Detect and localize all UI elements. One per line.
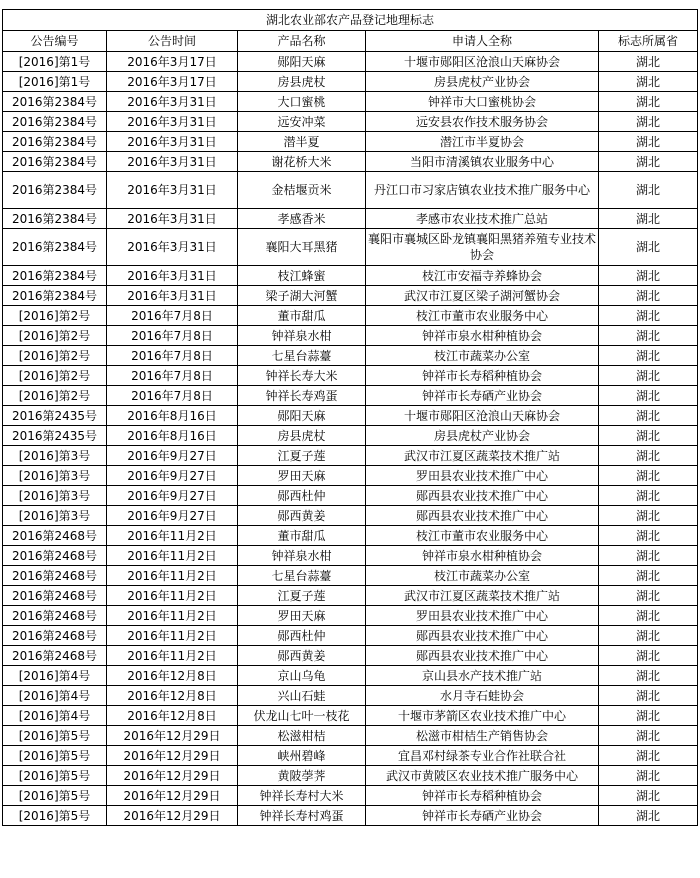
notice-number-cell: [2016]第2号 — [3, 306, 107, 326]
notice-date-cell: 2016年7月8日 — [107, 306, 238, 326]
applicant-name-cell: 十堰市郧阳区沧浪山天麻协会 — [366, 406, 599, 426]
province-cell: 湖北 — [599, 346, 698, 366]
title-row — [3, 10, 698, 31]
province-cell: 湖北 — [599, 606, 698, 626]
header-applicant-name: 申请人全称 — [366, 31, 599, 52]
notice-number-cell: [2016]第2号 — [3, 366, 107, 386]
notice-number-cell: 2016第2384号 — [3, 209, 107, 229]
applicant-name-cell: 钟祥市长寿硒产业协会 — [366, 806, 599, 826]
applicant-name-cell: 枝江市董市农业服务中心 — [366, 306, 599, 326]
product-name-cell: 房县虎杖 — [238, 426, 366, 446]
table-row — [3, 386, 698, 406]
table-body — [3, 10, 698, 826]
applicant-name-cell: 钟祥市长寿稻种植协会 — [366, 786, 599, 806]
applicant-name-cell: 武汉市江夏区蔬菜技术推广站 — [366, 446, 599, 466]
applicant-name-cell: 郧西县农业技术推广中心 — [366, 626, 599, 646]
product-name-cell: 谢花桥大米 — [238, 152, 366, 172]
table-title: 湖北农业部农产品登记地理标志 — [3, 10, 698, 31]
table-row — [3, 806, 698, 826]
province-cell: 湖北 — [599, 52, 698, 72]
province-cell: 湖北 — [599, 386, 698, 406]
notice-date-cell: 2016年12月29日 — [107, 726, 238, 746]
applicant-name-cell: 十堰市郧阳区沧浪山天麻协会 — [366, 52, 599, 72]
table-row — [3, 446, 698, 466]
applicant-name-cell: 潜江市半夏协会 — [366, 132, 599, 152]
applicant-name-cell: 武汉市黄陂区农业技术推广服务中心 — [366, 766, 599, 786]
product-name-cell: 钟祥长寿大米 — [238, 366, 366, 386]
applicant-name-cell: 房县虎杖产业协会 — [366, 426, 599, 446]
province-cell: 湖北 — [599, 706, 698, 726]
product-name-cell: 兴山石蛙 — [238, 686, 366, 706]
applicant-name-cell: 房县虎杖产业协会 — [366, 72, 599, 92]
notice-number-cell: [2016]第2号 — [3, 346, 107, 366]
province-cell: 湖北 — [599, 546, 698, 566]
notice-date-cell: 2016年12月8日 — [107, 666, 238, 686]
product-name-cell: 潜半夏 — [238, 132, 366, 152]
notice-date-cell: 2016年3月31日 — [107, 112, 238, 132]
applicant-name-cell: 十堰市茅箭区农业技术推广中心 — [366, 706, 599, 726]
notice-date-cell: 2016年11月2日 — [107, 626, 238, 646]
notice-number-cell: 2016第2468号 — [3, 566, 107, 586]
product-name-cell: 远安冲菜 — [238, 112, 366, 132]
product-name-cell: 郧西杜仲 — [238, 626, 366, 646]
table-row — [3, 72, 698, 92]
applicant-name-cell: 当阳市清溪镇农业服务中心 — [366, 152, 599, 172]
product-name-cell: 罗田天麻 — [238, 606, 366, 626]
product-name-cell: 董市甜瓜 — [238, 526, 366, 546]
province-cell: 湖北 — [599, 406, 698, 426]
table-row — [3, 92, 698, 112]
header-province: 标志所属省 — [599, 31, 698, 52]
applicant-name-cell: 松滋市柑桔生产销售协会 — [366, 726, 599, 746]
province-cell: 湖北 — [599, 786, 698, 806]
table-row — [3, 666, 698, 686]
province-cell: 湖北 — [599, 486, 698, 506]
table-row — [3, 766, 698, 786]
product-name-cell: 江夏子莲 — [238, 586, 366, 606]
applicant-name-cell: 钟祥市长寿稻种植协会 — [366, 366, 599, 386]
notice-date-cell: 2016年9月27日 — [107, 466, 238, 486]
applicant-name-cell: 郧西县农业技术推广中心 — [366, 646, 599, 666]
product-name-cell: 黄陂荸荠 — [238, 766, 366, 786]
product-name-cell: 郧阳天麻 — [238, 406, 366, 426]
notice-number-cell: [2016]第4号 — [3, 706, 107, 726]
notice-date-cell: 2016年11月2日 — [107, 586, 238, 606]
province-cell: 湖北 — [599, 152, 698, 172]
notice-date-cell: 2016年3月31日 — [107, 132, 238, 152]
product-name-cell: 襄阳大耳黑猪 — [238, 229, 366, 266]
product-name-cell: 七星台蒜薹 — [238, 566, 366, 586]
table-row — [3, 346, 698, 366]
table-row — [3, 229, 698, 266]
notice-number-cell: 2016第2384号 — [3, 152, 107, 172]
product-name-cell: 房县虎杖 — [238, 72, 366, 92]
notice-date-cell: 2016年7月8日 — [107, 326, 238, 346]
notice-number-cell: 2016第2468号 — [3, 586, 107, 606]
product-name-cell: 罗田天麻 — [238, 466, 366, 486]
notice-number-cell: 2016第2384号 — [3, 266, 107, 286]
notice-number-cell: [2016]第3号 — [3, 446, 107, 466]
product-name-cell: 枝江蜂蜜 — [238, 266, 366, 286]
notice-date-cell: 2016年8月16日 — [107, 406, 238, 426]
province-cell: 湖北 — [599, 626, 698, 646]
notice-date-cell: 2016年7月8日 — [107, 346, 238, 366]
notice-date-cell: 2016年3月31日 — [107, 152, 238, 172]
product-name-cell: 伏龙山七叶一枝花 — [238, 706, 366, 726]
product-name-cell: 松滋柑桔 — [238, 726, 366, 746]
notice-number-cell: [2016]第4号 — [3, 686, 107, 706]
notice-date-cell: 2016年11月2日 — [107, 566, 238, 586]
province-cell: 湖北 — [599, 172, 698, 209]
product-name-cell: 郧阳天麻 — [238, 52, 366, 72]
table-row — [3, 326, 698, 346]
product-name-cell: 京山乌龟 — [238, 666, 366, 686]
table-row — [3, 406, 698, 426]
notice-number-cell: 2016第2384号 — [3, 172, 107, 209]
notice-number-cell: 2016第2468号 — [3, 646, 107, 666]
header-notice-date: 公告时间 — [107, 31, 238, 52]
geo-indication-table — [2, 9, 698, 826]
applicant-name-cell: 钟祥市长寿硒产业协会 — [366, 386, 599, 406]
table-row — [3, 426, 698, 446]
notice-number-cell: [2016]第5号 — [3, 746, 107, 766]
product-name-cell: 郧西黄姜 — [238, 506, 366, 526]
table-row — [3, 746, 698, 766]
notice-date-cell: 2016年11月2日 — [107, 606, 238, 626]
applicant-name-cell: 宜昌邓村绿茶专业合作社联合社 — [366, 746, 599, 766]
table-row — [3, 152, 698, 172]
notice-date-cell: 2016年3月31日 — [107, 209, 238, 229]
notice-number-cell: [2016]第2号 — [3, 386, 107, 406]
header-row — [3, 31, 698, 52]
product-name-cell: 钟祥长寿村鸡蛋 — [238, 806, 366, 826]
notice-date-cell: 2016年3月31日 — [107, 266, 238, 286]
notice-date-cell: 2016年9月27日 — [107, 506, 238, 526]
notice-date-cell: 2016年7月8日 — [107, 366, 238, 386]
notice-number-cell: 2016第2384号 — [3, 92, 107, 112]
notice-number-cell: 2016第2384号 — [3, 286, 107, 306]
province-cell: 湖北 — [599, 209, 698, 229]
table-row — [3, 546, 698, 566]
table-row — [3, 726, 698, 746]
applicant-name-cell: 郧西县农业技术推广中心 — [366, 506, 599, 526]
province-cell: 湖北 — [599, 92, 698, 112]
notice-number-cell: 2016第2435号 — [3, 406, 107, 426]
province-cell: 湖北 — [599, 726, 698, 746]
table-row — [3, 486, 698, 506]
notice-number-cell: [2016]第3号 — [3, 486, 107, 506]
applicant-name-cell: 武汉市江夏区梁子湖河蟹协会 — [366, 286, 599, 306]
province-cell: 湖北 — [599, 229, 698, 266]
notice-number-cell: 2016第2468号 — [3, 626, 107, 646]
notice-number-cell: 2016第2384号 — [3, 132, 107, 152]
notice-number-cell: 2016第2468号 — [3, 546, 107, 566]
notice-number-cell: [2016]第1号 — [3, 52, 107, 72]
header-notice-number: 公告编号 — [3, 31, 107, 52]
notice-date-cell: 2016年7月8日 — [107, 386, 238, 406]
table-row — [3, 209, 698, 229]
applicant-name-cell: 枝江市蔬菜办公室 — [366, 566, 599, 586]
notice-number-cell: 2016第2435号 — [3, 426, 107, 446]
notice-date-cell: 2016年9月27日 — [107, 486, 238, 506]
applicant-name-cell: 枝江市蔬菜办公室 — [366, 346, 599, 366]
applicant-name-cell: 罗田县农业技术推广中心 — [366, 606, 599, 626]
province-cell: 湖北 — [599, 326, 698, 346]
province-cell: 湖北 — [599, 446, 698, 466]
product-name-cell: 郧西杜仲 — [238, 486, 366, 506]
applicant-name-cell: 钟祥市泉水柑种植协会 — [366, 546, 599, 566]
table-row — [3, 286, 698, 306]
applicant-name-cell: 枝江市董市农业服务中心 — [366, 526, 599, 546]
notice-number-cell: [2016]第5号 — [3, 726, 107, 746]
applicant-name-cell: 罗田县农业技术推广中心 — [366, 466, 599, 486]
table-row — [3, 466, 698, 486]
province-cell: 湖北 — [599, 526, 698, 546]
notice-number-cell: [2016]第3号 — [3, 466, 107, 486]
product-name-cell: 大口蜜桃 — [238, 92, 366, 112]
table-row — [3, 112, 698, 132]
applicant-name-cell: 丹江口市习家店镇农业技术推广服务中心 — [366, 172, 599, 209]
product-name-cell: 郧西黄姜 — [238, 646, 366, 666]
applicant-name-cell: 郧西县农业技术推广中心 — [366, 486, 599, 506]
province-cell: 湖北 — [599, 306, 698, 326]
product-name-cell: 梁子湖大河蟹 — [238, 286, 366, 306]
table-row — [3, 306, 698, 326]
table-row — [3, 52, 698, 72]
notice-date-cell: 2016年3月31日 — [107, 92, 238, 112]
applicant-name-cell: 枝江市安福寺养蜂协会 — [366, 266, 599, 286]
product-name-cell: 钟祥长寿村大米 — [238, 786, 366, 806]
notice-number-cell: [2016]第1号 — [3, 72, 107, 92]
province-cell: 湖北 — [599, 266, 698, 286]
table-row — [3, 266, 698, 286]
notice-number-cell: [2016]第3号 — [3, 506, 107, 526]
notice-number-cell: [2016]第2号 — [3, 326, 107, 346]
notice-date-cell: 2016年11月2日 — [107, 546, 238, 566]
notice-number-cell: 2016第2468号 — [3, 606, 107, 626]
notice-number-cell: [2016]第5号 — [3, 766, 107, 786]
applicant-name-cell: 孝感市农业技术推广总站 — [366, 209, 599, 229]
applicant-name-cell: 襄阳市襄城区卧龙镇襄阳黑猪养殖专业技术协会 — [366, 229, 599, 266]
province-cell: 湖北 — [599, 466, 698, 486]
table-row — [3, 646, 698, 666]
notice-date-cell: 2016年12月29日 — [107, 746, 238, 766]
applicant-name-cell: 远安县农作技术服务协会 — [366, 112, 599, 132]
province-cell: 湖北 — [599, 366, 698, 386]
product-name-cell: 峡州碧峰 — [238, 746, 366, 766]
notice-date-cell: 2016年9月27日 — [107, 446, 238, 466]
province-cell: 湖北 — [599, 646, 698, 666]
applicant-name-cell: 钟祥市大口蜜桃协会 — [366, 92, 599, 112]
product-name-cell: 孝感香米 — [238, 209, 366, 229]
table-row — [3, 686, 698, 706]
table-row — [3, 606, 698, 626]
table-row — [3, 132, 698, 152]
notice-number-cell: [2016]第5号 — [3, 786, 107, 806]
notice-number-cell: 2016第2384号 — [3, 112, 107, 132]
notice-number-cell: 2016第2384号 — [3, 229, 107, 266]
applicant-name-cell: 钟祥市泉水柑种植协会 — [366, 326, 599, 346]
province-cell: 湖北 — [599, 72, 698, 92]
product-name-cell: 江夏子莲 — [238, 446, 366, 466]
product-name-cell: 钟祥长寿鸡蛋 — [238, 386, 366, 406]
product-name-cell: 钟祥泉水柑 — [238, 326, 366, 346]
province-cell: 湖北 — [599, 666, 698, 686]
notice-date-cell: 2016年3月31日 — [107, 172, 238, 209]
notice-date-cell: 2016年3月31日 — [107, 286, 238, 306]
table-row — [3, 366, 698, 386]
product-name-cell: 金桔堰贡米 — [238, 172, 366, 209]
province-cell: 湖北 — [599, 586, 698, 606]
applicant-name-cell: 水月寺石蛙协会 — [366, 686, 599, 706]
province-cell: 湖北 — [599, 426, 698, 446]
table-row — [3, 786, 698, 806]
table-row — [3, 526, 698, 546]
table-row — [3, 566, 698, 586]
table-row — [3, 586, 698, 606]
product-name-cell: 钟祥泉水柑 — [238, 546, 366, 566]
notice-date-cell: 2016年8月16日 — [107, 426, 238, 446]
notice-date-cell: 2016年12月8日 — [107, 686, 238, 706]
table-row — [3, 706, 698, 726]
notice-date-cell: 2016年3月17日 — [107, 52, 238, 72]
province-cell: 湖北 — [599, 112, 698, 132]
table-row — [3, 172, 698, 209]
province-cell: 湖北 — [599, 286, 698, 306]
table-row — [3, 626, 698, 646]
applicant-name-cell: 京山县水产技术推广站 — [366, 666, 599, 686]
notice-date-cell: 2016年3月17日 — [107, 72, 238, 92]
notice-number-cell: [2016]第5号 — [3, 806, 107, 826]
notice-date-cell: 2016年12月29日 — [107, 766, 238, 786]
product-name-cell: 董市甜瓜 — [238, 306, 366, 326]
province-cell: 湖北 — [599, 132, 698, 152]
header-product-name: 产品名称 — [238, 31, 366, 52]
province-cell: 湖北 — [599, 566, 698, 586]
notice-date-cell: 2016年11月2日 — [107, 646, 238, 666]
notice-number-cell: [2016]第4号 — [3, 666, 107, 686]
province-cell: 湖北 — [599, 746, 698, 766]
notice-date-cell: 2016年3月31日 — [107, 229, 238, 266]
table-row — [3, 506, 698, 526]
province-cell: 湖北 — [599, 506, 698, 526]
notice-date-cell: 2016年12月29日 — [107, 806, 238, 826]
province-cell: 湖北 — [599, 806, 698, 826]
notice-date-cell: 2016年12月29日 — [107, 786, 238, 806]
product-name-cell: 七星台蒜薹 — [238, 346, 366, 366]
notice-date-cell: 2016年11月2日 — [107, 526, 238, 546]
province-cell: 湖北 — [599, 686, 698, 706]
notice-date-cell: 2016年12月8日 — [107, 706, 238, 726]
applicant-name-cell: 武汉市江夏区蔬菜技术推广站 — [366, 586, 599, 606]
notice-number-cell: 2016第2468号 — [3, 526, 107, 546]
province-cell: 湖北 — [599, 766, 698, 786]
